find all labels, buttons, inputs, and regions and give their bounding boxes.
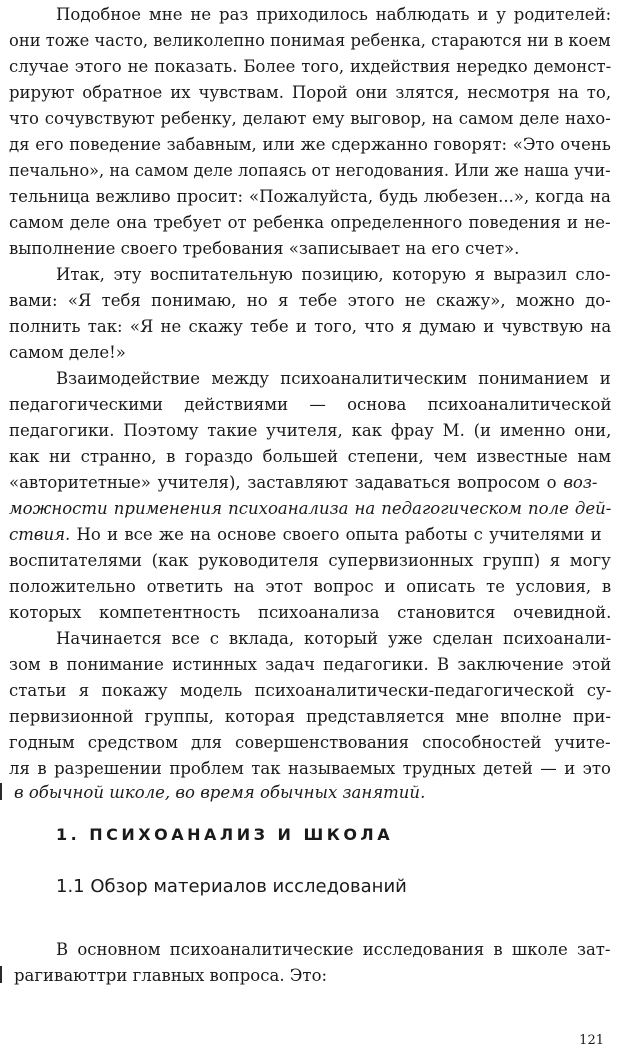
- subsection-heading: 1.1 Обзор материалов исследований: [56, 876, 407, 897]
- p4-line3: статьи я покажу модель психоаналитически-педагогической су-: [9, 681, 612, 700]
- p1-line8: тельница вежливо просит: «Пожалуйста, будь любезен...», когда на: [9, 187, 611, 206]
- p3-line6: можности применения психоанализа на педагогическом поле дей-: [9, 499, 612, 518]
- p1-line2: они тоже часто, великолепно понимая ребенка, стараются ни в коем: [9, 31, 611, 50]
- p3-line5-text: «авторитетные» учителя), заставляют задаваться вопросом о: [9, 473, 557, 492]
- p3-line7: [9, 522, 602, 548]
- p1-line7: печально», на самом деле лопаясь от негодования. Или же наша учи-: [9, 161, 611, 180]
- p3-line8: воспитателями (как руководителя супервизионных групп) я могу: [9, 551, 611, 570]
- section-heading: 1. ПСИХОАНАЛИЗ И ШКОЛА: [56, 825, 394, 844]
- p3-line9: положительно ответить на этот вопрос и описать те условия, в: [9, 577, 612, 596]
- p3-line4: как ни странно, в гораздо большей степени, чем известные нам: [9, 447, 612, 466]
- p1-line3: случае этого не показать. Более того, ихдействия нередко демонст-: [9, 57, 612, 76]
- p1-line6: дя его поведение забавным, или же сдержанно говорят: «Это очень: [9, 135, 611, 154]
- p3-line7-italic: ствия.: [9, 525, 71, 544]
- p1-line5: что сочувствуют ребенку, делают ему выговор, на самом деле нахо-: [9, 109, 611, 128]
- p3-line7-text: Но и все же на основе своего опыта работы с учителями и: [76, 525, 602, 544]
- p3-line5: [9, 470, 597, 496]
- p4-line5: годным средством для совершенствования способностей учите-: [9, 733, 611, 752]
- p2-line1: Итак, эту воспитательную позицию, которую я выразил сло-: [56, 265, 611, 284]
- p4-line4: первизионной группы, которая представляется мне вполне при-: [9, 707, 611, 726]
- margin-mark-2: [0, 966, 2, 983]
- p4-line1: Начинается все с вклада, который уже сделан психоанали-: [56, 629, 612, 648]
- p3-line3: педагогики. Поэтому такие учителя, как фрау М. (и именно они,: [9, 421, 612, 440]
- p1-line10: выполнение своего требования «записывает на его счет».: [9, 239, 520, 258]
- margin-mark: [0, 783, 2, 800]
- p4-line7: в обычной школе, во время обычных занятий.: [14, 783, 426, 802]
- page-number: 121: [579, 1033, 604, 1048]
- p5-line2: рагиваюттри главных вопроса. Это:: [14, 966, 328, 985]
- p3-line5-italic: воз-: [563, 473, 598, 492]
- p3-line1: Взаимодействие между психоаналитическим пониманием и: [56, 369, 611, 388]
- p1-line9: самом деле она требует от ребенка определенного поведения и не-: [9, 213, 611, 232]
- p3-line10: которых компетентность психоанализа становится очевидной.: [9, 603, 612, 622]
- p2-line3: полнить так: «Я не скажу тебе и того, что я думаю и чувствую на: [9, 317, 612, 336]
- p2-line4: самом деле!»: [9, 343, 126, 362]
- p4-line6: ля в разрешении проблем так называемых трудных детей — и это: [9, 759, 611, 778]
- p4-line2: зом в понимание истинных задач педагогики. В заключение этой: [9, 655, 612, 674]
- p1-line1: Подобное мне не раз приходилось наблюдать и у родителей:: [56, 5, 612, 24]
- p2-line2: вами: «Я тебя понимаю, но я тебе этого не скажу», можно до-: [9, 291, 611, 310]
- p3-line2: педагогическими действиями — основа психоаналитической: [9, 395, 612, 414]
- p1-line4: рируют обратное их чувствам. Порой они злятся, несмотря на то,: [9, 83, 612, 102]
- p5-line1: В основном психоаналитические исследования в школе зат-: [56, 940, 611, 959]
